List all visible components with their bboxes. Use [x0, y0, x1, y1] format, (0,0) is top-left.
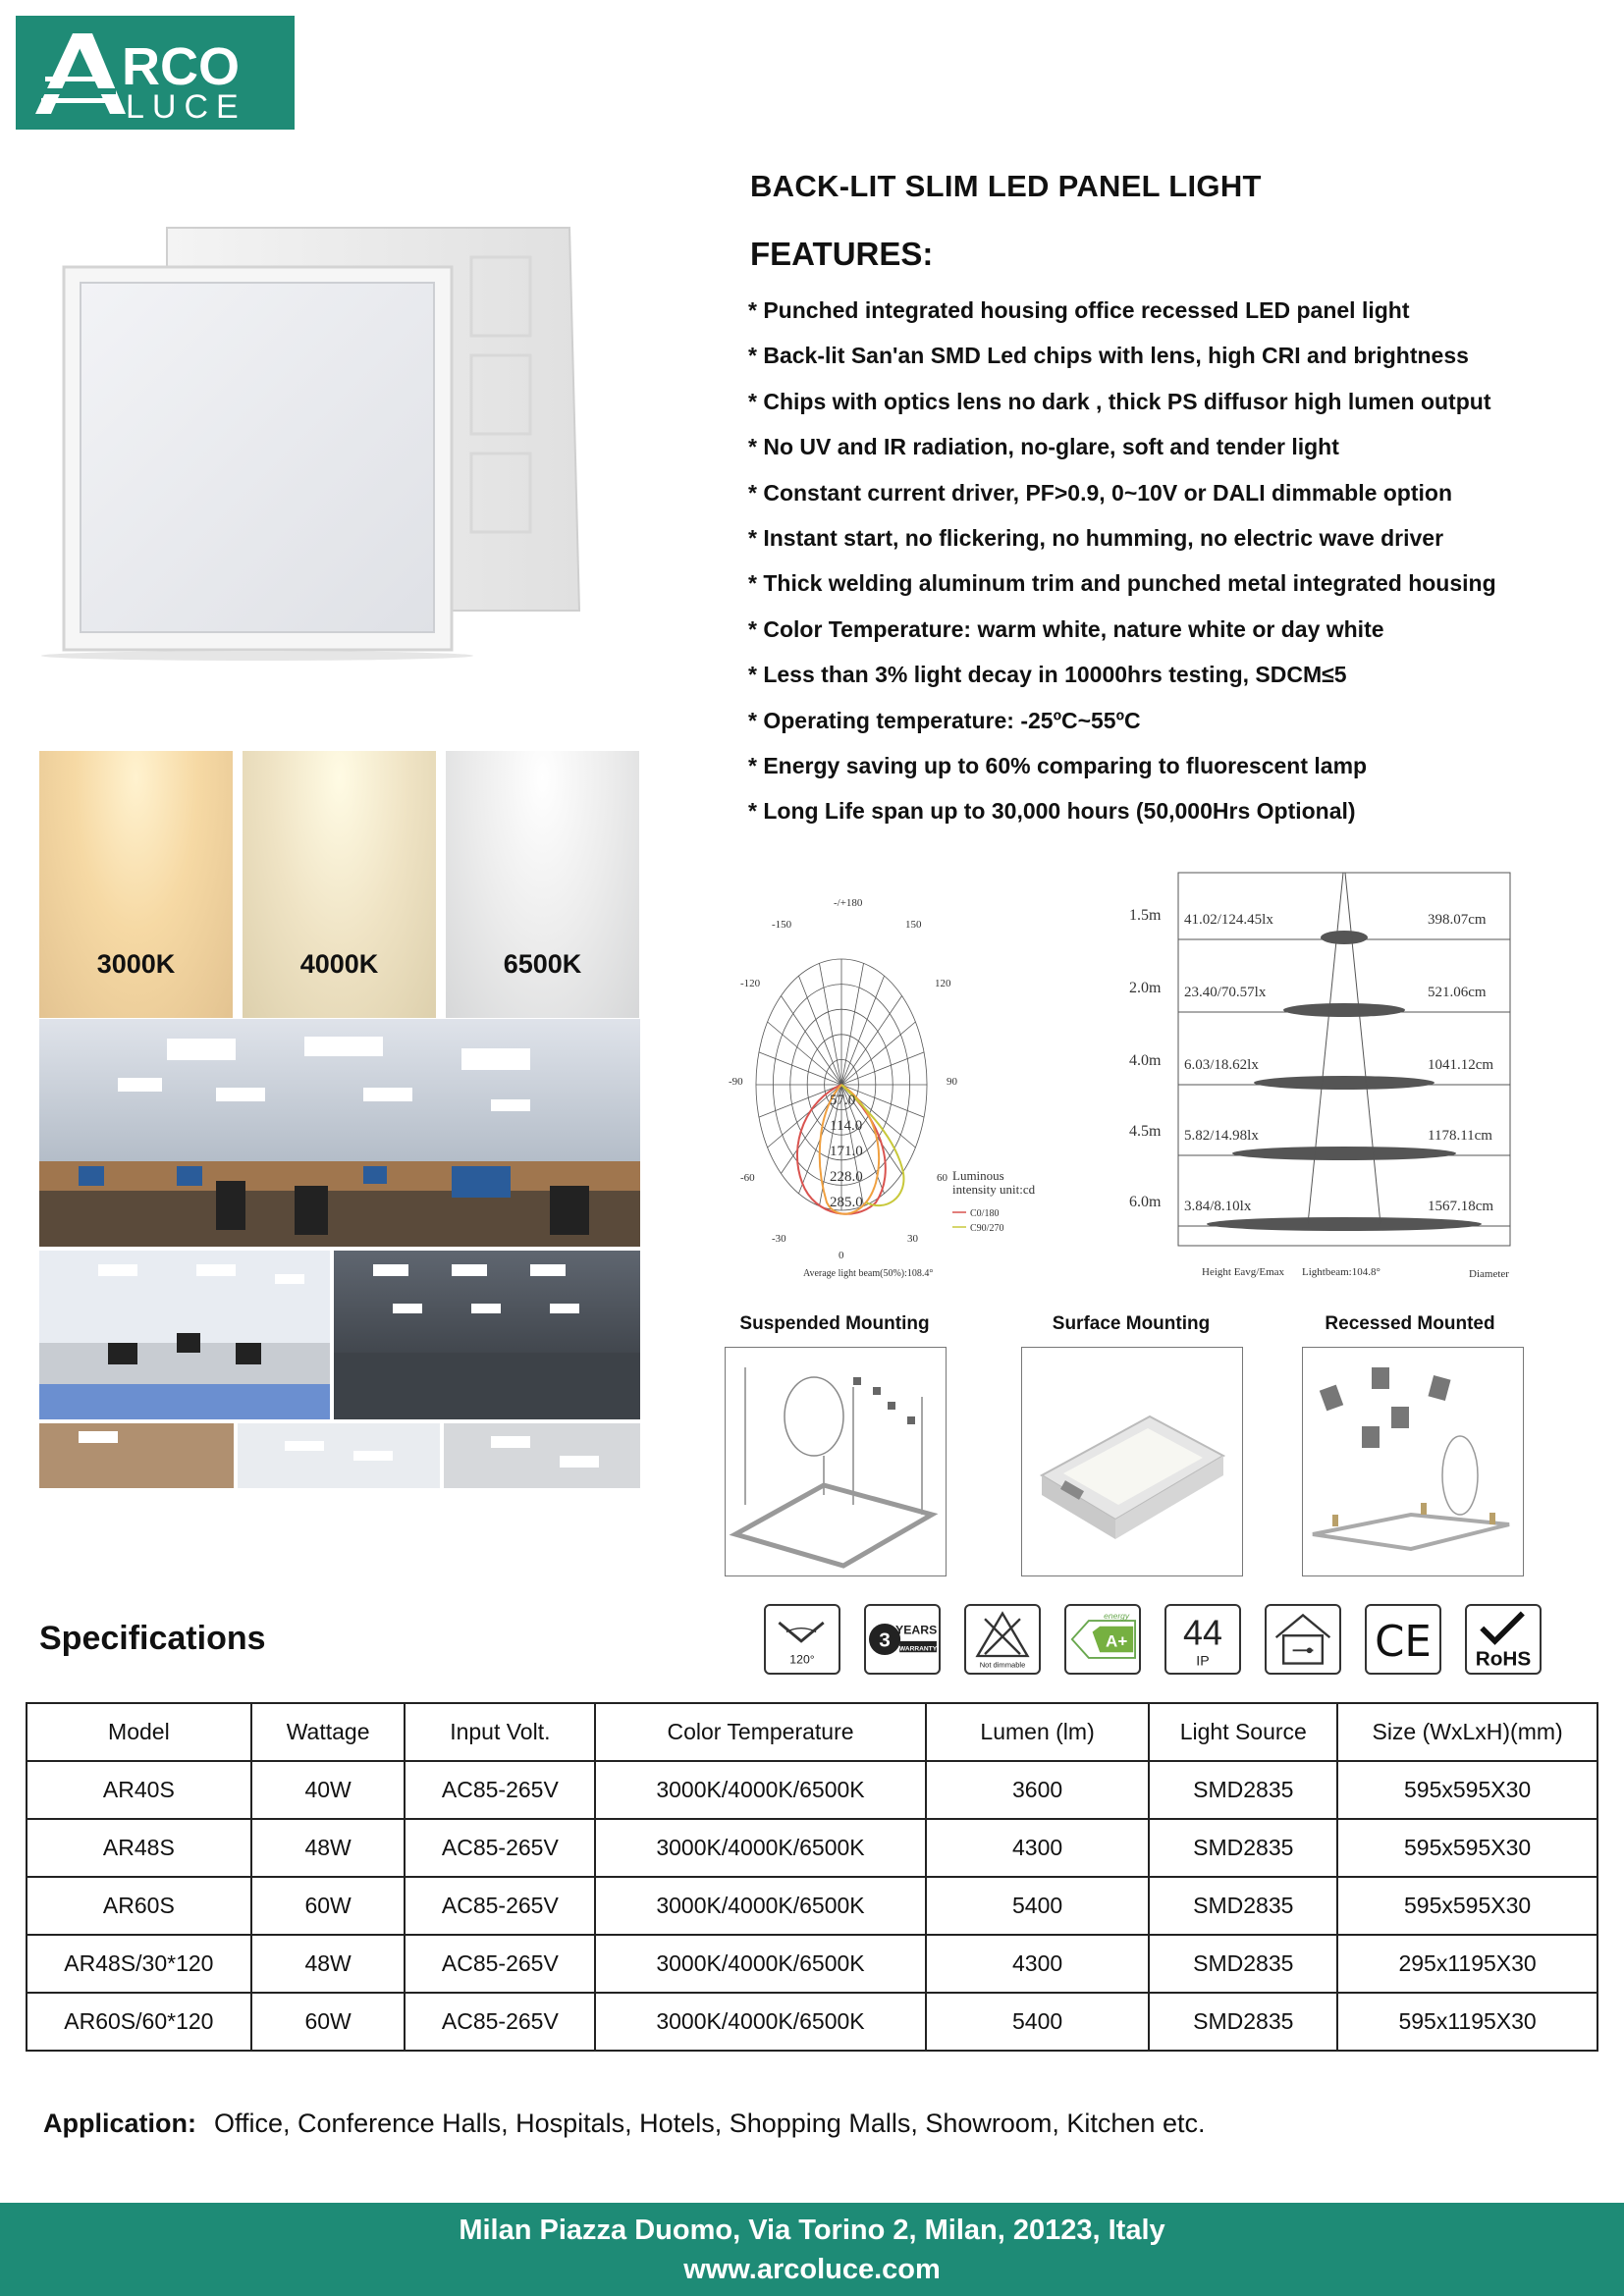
panel-product-image — [29, 218, 599, 662]
beam-spot — [1254, 1076, 1435, 1090]
polar-angle-label: -30 — [772, 1233, 786, 1245]
polar-intensity-chart — [729, 888, 1092, 1281]
beam-spot — [1321, 931, 1368, 944]
footer-website[interactable]: www.arcoluce.com — [683, 2254, 941, 2285]
column-header-color-temperature: Color Temperature — [595, 1703, 926, 1761]
cell-input-volt: AC85-265V — [405, 1993, 595, 2051]
table-row — [27, 1993, 1597, 2051]
column-header-light-source: Light Source — [1149, 1703, 1337, 1761]
swatch-label: 6500K — [503, 949, 582, 979]
not-dimmable-text: Not dimmable — [979, 1660, 1026, 1670]
cell-color-temperature: 3000K/4000K/6500K — [595, 1761, 926, 1819]
cell-light-source: SMD2835 — [1149, 1935, 1337, 1993]
beam-diameter-label: 1041.12cm — [1428, 1057, 1494, 1073]
not-dimmable-icon — [964, 1604, 1041, 1675]
beam-lux-label: 3.84/8.10lx — [1184, 1199, 1252, 1214]
polar-legend-c0: C0/180 — [970, 1208, 1000, 1219]
polar-angle-label: -90 — [729, 1076, 743, 1088]
recessed-mounted-label: Recessed Mounted — [1325, 1313, 1495, 1334]
ip44-icon — [1164, 1604, 1241, 1675]
cell-lumen: 4300 — [926, 1819, 1150, 1877]
beam-angle-text: 120° — [789, 1652, 815, 1667]
feature-item: * Chips with optics lens no dark , thick PS diffusor high lumen output — [748, 388, 1491, 414]
polar-ring-label: 114.0 — [830, 1118, 863, 1134]
feature-item: * Thick welding aluminum trim and punched metal integrated housing — [748, 570, 1496, 597]
polar-spoke — [841, 976, 885, 1085]
polar-spoke — [841, 995, 902, 1085]
beam-lux-label: 5.82/14.98lx — [1184, 1128, 1259, 1144]
energy-text: energy — [1104, 1611, 1130, 1622]
office-photo-collage — [39, 1019, 640, 1488]
beam-angle-120-icon — [764, 1604, 840, 1675]
polar-angle-label: 30 — [907, 1233, 918, 1245]
features-title: FEATURES: — [750, 236, 934, 272]
surface-mounting-label: Surface Mounting — [1052, 1313, 1211, 1334]
feature-item: * Operating temperature: -25ºC~55ºC — [748, 707, 1141, 733]
polar-angle-label: 150 — [905, 919, 922, 931]
polar-legend-title-2: intensity unit:cd — [952, 1182, 1036, 1197]
beam-diameter-label: 1178.11cm — [1428, 1128, 1492, 1144]
swatch-label: 3000K — [96, 949, 176, 979]
polar-ring-label: 228.0 — [830, 1169, 863, 1185]
cell-model: AR40S — [27, 1761, 251, 1819]
column-header-wattage: Wattage — [251, 1703, 406, 1761]
polar-angle-label: 90 — [947, 1076, 957, 1088]
beam-spot — [1232, 1147, 1456, 1160]
polar-angle-label: 60 — [937, 1172, 947, 1184]
beam-height-label: 2.0m — [1129, 980, 1162, 996]
ip-number: 44 — [1183, 1613, 1222, 1653]
beam-spot — [1207, 1217, 1482, 1231]
color-swatch-6500k — [446, 751, 639, 1018]
beam-height-label: 4.5m — [1129, 1123, 1162, 1140]
column-header-model: Model — [27, 1703, 251, 1761]
product-title: BACK-LIT SLIM LED PANEL LIGHT — [750, 169, 1262, 203]
cell-lumen: 5400 — [926, 1993, 1150, 2051]
cell-wattage: 48W — [251, 1935, 406, 1993]
application-label: Application: — [43, 2109, 196, 2138]
polar-legend-c90: C90/270 — [970, 1223, 1004, 1234]
swatch-label: 4000K — [299, 949, 379, 979]
cell-size: 595x1195X30 — [1337, 1993, 1597, 2051]
recessed-mounted-image — [1302, 1347, 1524, 1576]
application-text: Office, Conference Halls, Hospitals, Hotels, Shopping Malls, Showroom, Kitchen etc. — [214, 2109, 1206, 2138]
cell-lumen: 4300 — [926, 1935, 1150, 1993]
polar-angle-label: -150 — [772, 919, 792, 931]
polar-spoke — [841, 1022, 915, 1085]
table-row — [27, 1877, 1597, 1935]
feature-item: * Less than 3% light decay in 10000hrs testing, SDCM≤5 — [748, 662, 1347, 688]
cell-model: AR48S/30*120 — [27, 1935, 251, 1993]
rohs-text: RoHS — [1475, 1647, 1532, 1671]
feature-item: * Long Life span up to 30,000 hours (50,000Hrs Optional) — [748, 798, 1356, 825]
column-header-lumen: Lumen (lm) — [926, 1703, 1150, 1761]
beam-footer-right: Diameter — [1469, 1268, 1509, 1280]
beam-footer-left: Height Eavg/Emax — [1202, 1266, 1285, 1278]
color-swatch-4000k — [243, 751, 436, 1018]
logo-word-top: RCO — [122, 37, 240, 96]
beam-footer-mid: Lightbeam:104.8° — [1302, 1266, 1380, 1278]
beam-angle-chart — [1119, 869, 1522, 1281]
warranty-years-text: YEARS — [895, 1623, 938, 1637]
table-row — [27, 1935, 1597, 1993]
cell-color-temperature: 3000K/4000K/6500K — [595, 1935, 926, 1993]
cell-light-source: SMD2835 — [1149, 1877, 1337, 1935]
polar-angle-label: -60 — [740, 1172, 755, 1184]
polar-caption: Average light beam(50%):108.4° — [803, 1268, 934, 1279]
table-row — [27, 1761, 1597, 1819]
footer-address: Milan Piazza Duomo, Via Torino 2, Milan, 20123, Italy — [459, 2215, 1165, 2246]
polar-spoke — [819, 963, 841, 1085]
warranty-number: 3 — [879, 1629, 891, 1652]
polar-angle-label: 0 — [839, 1250, 844, 1261]
ce-mark-icon — [1365, 1604, 1441, 1675]
cell-model: AR60S/60*120 — [27, 1993, 251, 2051]
cell-color-temperature: 3000K/4000K/6500K — [595, 1819, 926, 1877]
indoor-use-icon — [1265, 1604, 1341, 1675]
beam-lux-label: 6.03/18.62lx — [1184, 1057, 1259, 1073]
cell-wattage: 40W — [251, 1761, 406, 1819]
polar-ring-label: 57.0 — [830, 1093, 856, 1108]
polar-spoke — [781, 995, 841, 1085]
feature-item: * Back-lit San'an SMD Led chips with lens, high CRI and brightness — [748, 343, 1469, 369]
cell-wattage: 60W — [251, 1993, 406, 2051]
surface-mounting-image — [1021, 1347, 1243, 1576]
cell-lumen: 5400 — [926, 1877, 1150, 1935]
suspended-mounting-label: Suspended Mounting — [739, 1313, 930, 1334]
ip-text: IP — [1196, 1653, 1210, 1670]
feature-item: * Energy saving up to 60% comparing to fluorescent lamp — [748, 752, 1368, 778]
polar-angle-label: 120 — [935, 978, 951, 989]
polar-angle-label: -120 — [740, 978, 761, 989]
polar-spoke — [759, 1052, 841, 1085]
cell-input-volt: AC85-265V — [405, 1819, 595, 1877]
polar-ring-label: 285.0 — [830, 1195, 863, 1210]
cell-size: 295x1195X30 — [1337, 1935, 1597, 1993]
cell-wattage: 60W — [251, 1877, 406, 1935]
beam-diameter-label: 521.06cm — [1428, 985, 1487, 1000]
arcoluce-logo — [16, 16, 295, 130]
table-row — [27, 1819, 1597, 1877]
beam-lux-label: 23.40/70.57lx — [1184, 985, 1267, 1000]
cell-light-source: SMD2835 — [1149, 1993, 1337, 2051]
column-header-input-volt: Input Volt. — [405, 1703, 595, 1761]
feature-item: * No UV and IR radiation, no-glare, soft and tender light — [748, 434, 1339, 460]
cell-light-source: SMD2835 — [1149, 1761, 1337, 1819]
polar-spoke — [841, 963, 864, 1085]
polar-legend-title-1: Luminous — [952, 1168, 1004, 1183]
beam-spot — [1283, 1003, 1405, 1017]
polar-spoke — [841, 1052, 924, 1085]
cell-lumen: 3600 — [926, 1761, 1150, 1819]
feature-item: * Instant start, no flickering, no humming, no electric wave driver — [748, 524, 1444, 551]
warranty-text: WARRANTY — [898, 1645, 938, 1653]
table-header-row — [27, 1703, 1597, 1761]
specifications-table — [26, 1702, 1598, 2052]
warranty-3-years-icon — [864, 1604, 941, 1675]
cell-input-volt: AC85-265V — [405, 1935, 595, 1993]
specifications-title: Specifications — [39, 1620, 266, 1657]
cell-color-temperature: 3000K/4000K/6500K — [595, 1877, 926, 1935]
feature-item: * Color Temperature: warm white, nature white or day white — [748, 615, 1384, 642]
cell-size: 595x595X30 — [1337, 1819, 1597, 1877]
cell-wattage: 48W — [251, 1819, 406, 1877]
column-header-size: Size (WxLxH)(mm) — [1337, 1703, 1597, 1761]
cell-size: 595x595X30 — [1337, 1877, 1597, 1935]
beam-diameter-label: 398.07cm — [1428, 912, 1487, 928]
cell-model: AR60S — [27, 1877, 251, 1935]
logo-word-bottom: LUCE — [126, 88, 246, 126]
polar-spoke — [798, 976, 841, 1085]
cell-size: 595x595X30 — [1337, 1761, 1597, 1819]
energy-class-a-plus-icon — [1064, 1604, 1141, 1675]
features-list — [748, 293, 1496, 839]
cell-color-temperature: 3000K/4000K/6500K — [595, 1993, 926, 2051]
rohs-icon — [1465, 1604, 1542, 1675]
suspended-mounting-image — [725, 1347, 947, 1576]
feature-item: * Constant current driver, PF>0.9, 0~10V or DALI dimmable option — [748, 479, 1453, 506]
beam-height-label: 6.0m — [1129, 1194, 1162, 1210]
beam-diameter-label: 1567.18cm — [1428, 1199, 1494, 1214]
cell-input-volt: AC85-265V — [405, 1761, 595, 1819]
ce-text: CE — [1375, 1618, 1432, 1667]
polar-ring-label: 171.0 — [830, 1144, 863, 1159]
beam-lux-label: 41.02/124.45lx — [1184, 912, 1273, 928]
application-line — [43, 2109, 1205, 2139]
cell-input-volt: AC85-265V — [405, 1877, 595, 1935]
polar-spoke — [768, 1022, 841, 1085]
color-swatch-3000k — [39, 751, 233, 1018]
energy-class-text: A+ — [1106, 1631, 1128, 1651]
polar-angle-label: -/+180 — [834, 897, 863, 909]
feature-item: * Punched integrated housing office recessed LED panel light — [748, 297, 1410, 323]
footer — [0, 2203, 1624, 2296]
cell-model: AR48S — [27, 1819, 251, 1877]
beam-height-label: 1.5m — [1129, 907, 1162, 924]
cell-light-source: SMD2835 — [1149, 1819, 1337, 1877]
beam-height-label: 4.0m — [1129, 1052, 1162, 1069]
